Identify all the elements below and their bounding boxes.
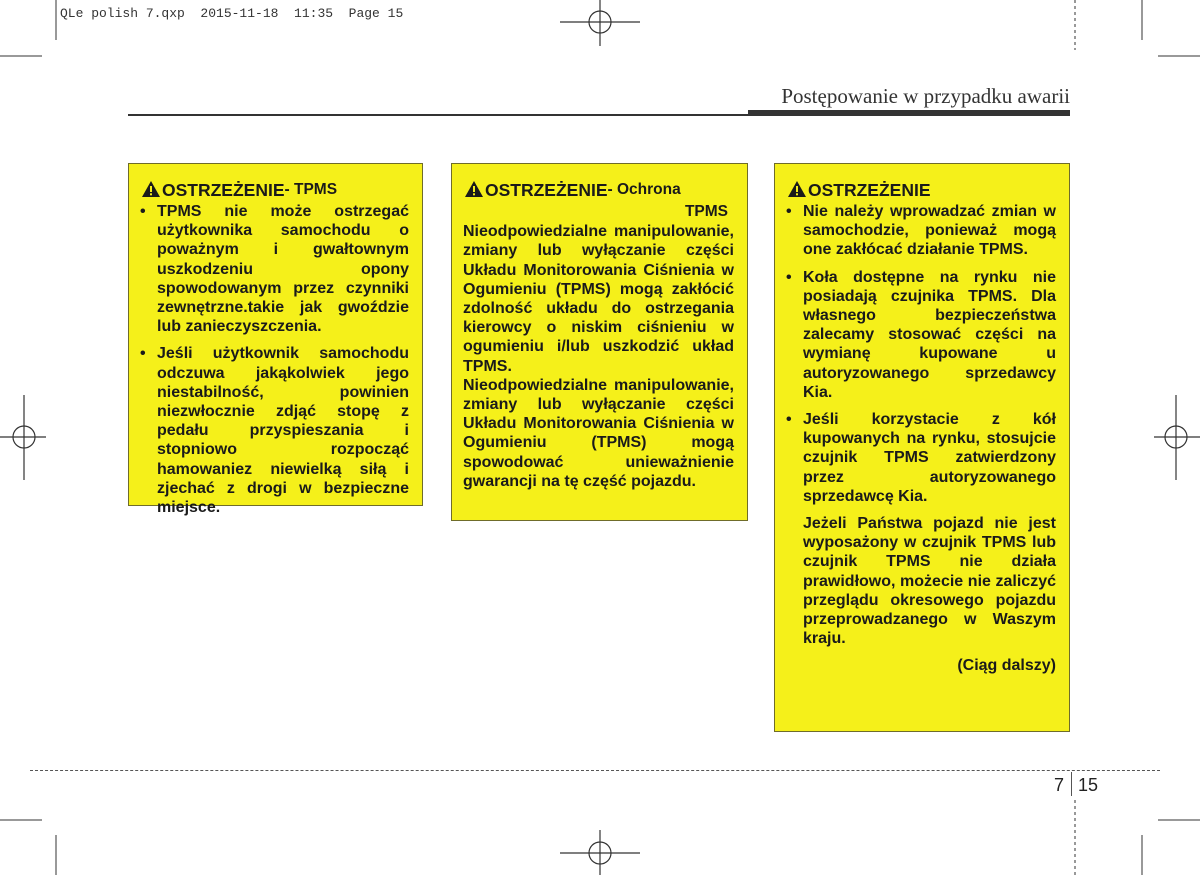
header-rule — [128, 114, 748, 116]
print-slug: QLe polish 7.qxp 2015-11-18 11:35 Page 15 — [60, 6, 404, 21]
warning-subheading: - Ochrona — [607, 181, 681, 198]
warning-triangle-icon — [786, 180, 808, 198]
list-item: • Jeśli korzystacie z kół kupowanych na rynku, stosujcie czujnik TPMS zatwierdzony przez autoryzowanego sprzedawcę Kia. — [786, 411, 1056, 505]
warning-box-general — [774, 163, 1070, 732]
registration-mark-icon — [1154, 395, 1200, 480]
warning-subheading-line2: TPMS — [684, 203, 728, 220]
continued-label: (Ciąg dalszy) — [957, 657, 1056, 675]
page-number: 15 — [1078, 775, 1099, 795]
header-rule-accent — [748, 110, 1070, 116]
warning-list — [140, 202, 409, 517]
registration-mark-icon — [0, 395, 46, 480]
warning-paragraph: Nieodpowiedzialne manipulowanie, zmiany lub wyłączanie części Układu Monitorowania Ciśnienia w Ogumieniu (TPMS) mogą zakłócić zdolność układu do ostrzegania kierowcy o niskim ciśnieniu w ogumieniu i/lub uszkodzić układ TPMS. — [463, 223, 734, 375]
warning-heading: OSTRZEŻENIE — [485, 180, 608, 200]
list-item: • Koła dostępne na rynku nie posiadają czujnika TPMS. Dla własnego bezpieczeństwa zalecamy stosować części na wymianę kupowane u autoryzowanego sprzedawcy Kia. — [786, 268, 1056, 401]
list-item: • Nie należy wprowadzać zmian w samochodzie, ponieważ mogą one zakłócać działanie TPMS. — [786, 203, 1056, 259]
registration-mark-icon — [560, 830, 640, 875]
warning-title — [786, 180, 1056, 200]
warning-list — [786, 202, 1056, 506]
warning-box-tpms — [128, 163, 423, 517]
footer-rule — [30, 770, 1160, 771]
warning-triangle-icon — [140, 180, 162, 198]
warning-box-tpms-protection — [451, 163, 748, 521]
warning-title — [463, 180, 734, 200]
page-number-separator — [1071, 772, 1072, 796]
warning-subheading: - TPMS — [284, 181, 338, 198]
registration-mark-icon — [560, 0, 640, 46]
section-title: Postępowanie w przypadku awarii — [781, 84, 1070, 108]
list-item: • Jeśli użytkownik samochodu odczuwa jakąkolwiek jego niestabilność, powinien niezwłocznie zdjąć stopę z pedału przyspieszania i stopniowo rozpocząć hamowaniez niewielką siłą i zjechać z drogi w bezpieczne miejsce. — [140, 345, 409, 517]
warning-title — [140, 180, 409, 200]
warning-heading: OSTRZEŻENIE — [808, 180, 931, 200]
warning-triangle-icon — [463, 180, 485, 198]
warning-paragraph: Nieodpowiedzialne manipulowanie, zmiany lub wyłączanie części Układu Monitorowania Ciśnienia w Ogumieniu (TPMS) mogą spowodować unieważnienie gwarancji na tę część pojazdu. — [463, 376, 734, 490]
warning-heading: OSTRZEŻENIE — [162, 180, 285, 200]
warning-note: Jeżeli Państwa pojazd nie jest wyposażony w czujnik TPMS lub czujnik TPMS nie działa prawidłowo, możecie nie zaliczyć przeglądu okresowego pojazdu przeprowadzanego w Waszym kraju. — [803, 515, 1056, 648]
chapter-number: 7 — [1054, 775, 1065, 795]
list-item: • TPMS nie może ostrzegać użytkownika samochodu o poważnym i gwałtownym uszkodzeniu opony spowodowanym przez czynniki zewnętrzne.takie jak gwoździe lub zanieczyszczenia. — [140, 203, 409, 336]
